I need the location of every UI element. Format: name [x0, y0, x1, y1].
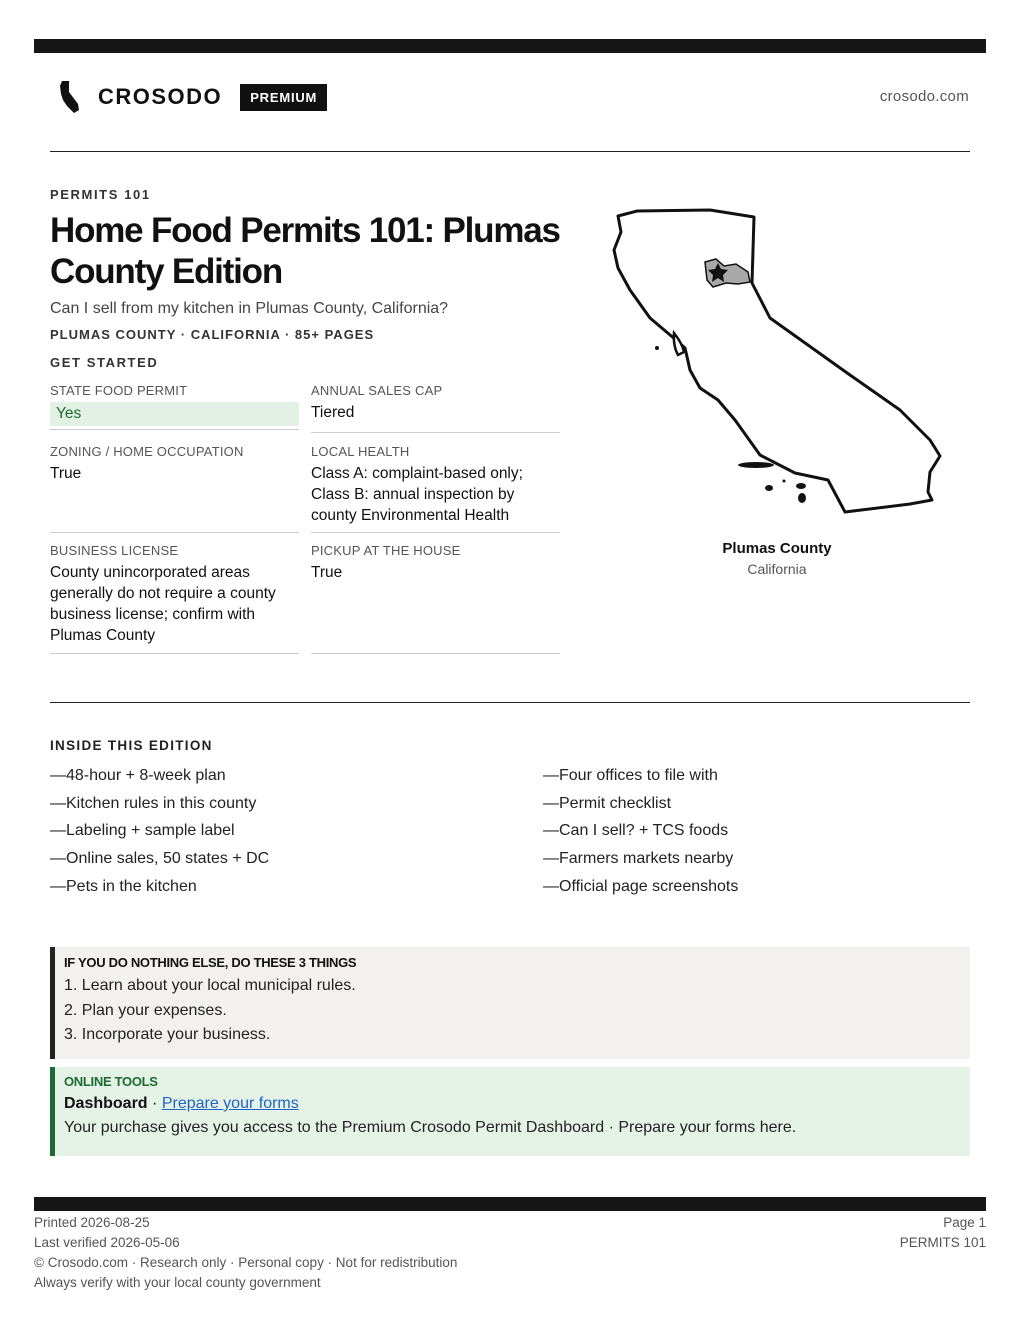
- list-item: —Official page screenshots: [543, 877, 739, 895]
- channel-island: [765, 485, 773, 491]
- list-item: —Labeling + sample label: [50, 822, 235, 840]
- edition-meta: PLUMAS COUNTY · CALIFORNIA · 85+ PAGES: [50, 327, 375, 342]
- fact-label: ANNUAL SALES CAP: [311, 383, 443, 398]
- map-county-label: Plumas County: [722, 540, 832, 557]
- copyright-notice: © Crosodo.com · Research only · Personal copy · Not for redistribution: [34, 1255, 458, 1270]
- channel-island: [796, 483, 806, 489]
- fact-value-yes: Yes: [50, 402, 299, 426]
- brand-block[interactable]: [58, 80, 327, 114]
- online-tools-box: [50, 1067, 970, 1156]
- tools-links-line: [64, 1095, 970, 1113]
- callout-list: [64, 977, 970, 1051]
- map-state-label: California: [747, 561, 807, 577]
- fact-pickup: [311, 542, 560, 654]
- callout-heading: IF YOU DO NOTHING ELSE, DO THESE 3 THINGS: [64, 955, 357, 970]
- fact-annual-sales-cap: [311, 382, 560, 433]
- get-started-heading: GET STARTED: [50, 355, 159, 370]
- verify-note: Always verify with your local county government: [34, 1275, 321, 1290]
- inside-edition-heading: INSIDE THIS EDITION: [50, 738, 213, 753]
- prepare-forms-link[interactable]: Prepare your forms: [161, 1095, 299, 1112]
- fact-value: True: [50, 465, 82, 482]
- separator: ·: [152, 1095, 158, 1112]
- contents-list-left: [50, 767, 269, 905]
- three-things-callout: [50, 947, 970, 1059]
- list-item: 2. Plan your expenses.: [64, 1001, 227, 1019]
- list-item: 3. Incorporate your business.: [64, 1026, 271, 1043]
- list-item: —Online sales, 50 states + DC: [50, 850, 270, 868]
- site-url[interactable]: crosodo.com: [879, 88, 969, 105]
- channel-island: [783, 480, 786, 483]
- fact-value: Class A: complaint-based only; Class B: annual inspection by county Environmental Health: [311, 465, 523, 524]
- list-item: —Pets in the kitchen: [50, 877, 197, 895]
- section-divider: [50, 702, 970, 703]
- fact-zoning: [50, 443, 299, 533]
- section-kicker: PERMITS 101: [50, 187, 151, 202]
- fact-state-food-permit: [50, 382, 299, 430]
- online-tools-heading: ONLINE TOOLS: [64, 1074, 158, 1089]
- farallon-island: [655, 346, 659, 350]
- fact-label: BUSINESS LICENSE: [50, 543, 179, 558]
- california-silhouette-icon: [58, 80, 82, 114]
- fact-business-license: [50, 542, 299, 654]
- channel-island: [798, 493, 806, 503]
- top-bar: [34, 39, 986, 53]
- fact-value: Tiered: [311, 404, 355, 421]
- page-subtitle: Can I sell from my kitchen in Plumas County, California?: [50, 300, 449, 317]
- california-county-map: [605, 200, 950, 520]
- list-item: 1. Learn about your local municipal rules.: [64, 977, 356, 994]
- list-item: —Kitchen rules in this county: [50, 794, 257, 812]
- header-divider: [50, 151, 970, 152]
- footer-section: PERMITS 101: [899, 1235, 986, 1250]
- list-item: —Four offices to file with: [543, 767, 718, 784]
- list-item: —Can I sell? + TCS foods: [543, 822, 729, 840]
- fact-value: True: [311, 564, 343, 581]
- page-number: Page 1: [943, 1215, 986, 1230]
- fact-label: ZONING / HOME OCCUPATION: [50, 444, 244, 459]
- verified-date: Last verified 2026-05-06: [34, 1235, 180, 1250]
- list-item: —Permit checklist: [543, 794, 672, 812]
- fact-label: LOCAL HEALTH: [311, 444, 410, 459]
- fact-label: PICKUP AT THE HOUSE: [311, 543, 461, 558]
- dashboard-label: Dashboard: [64, 1095, 148, 1112]
- fact-label: STATE FOOD PERMIT: [50, 383, 188, 398]
- printed-date: Printed 2026-08-25: [34, 1215, 150, 1230]
- contents-list-right: [543, 767, 738, 905]
- channel-island: [738, 462, 774, 468]
- bottom-bar: [34, 1197, 986, 1211]
- fact-value: County unincorporated areas generally do not require a county business license; confirm with Plumas County: [50, 564, 276, 644]
- footer-right: [900, 1213, 986, 1253]
- list-item: —Farmers markets nearby: [543, 850, 734, 868]
- page-title: Home Food Permits 101: Plumas County Edition: [50, 211, 560, 291]
- brand-name: CROSODO: [98, 84, 223, 109]
- footer-left: [34, 1213, 457, 1293]
- tools-description: Your purchase gives you access to the Premium Crosodo Permit Dashboard · Prepare your forms here.: [64, 1119, 797, 1136]
- list-item: —48-hour + 8-week plan: [50, 767, 226, 784]
- premium-badge: PREMIUM: [240, 84, 327, 111]
- fact-local-health: [311, 443, 560, 533]
- california-outline: [614, 210, 940, 512]
